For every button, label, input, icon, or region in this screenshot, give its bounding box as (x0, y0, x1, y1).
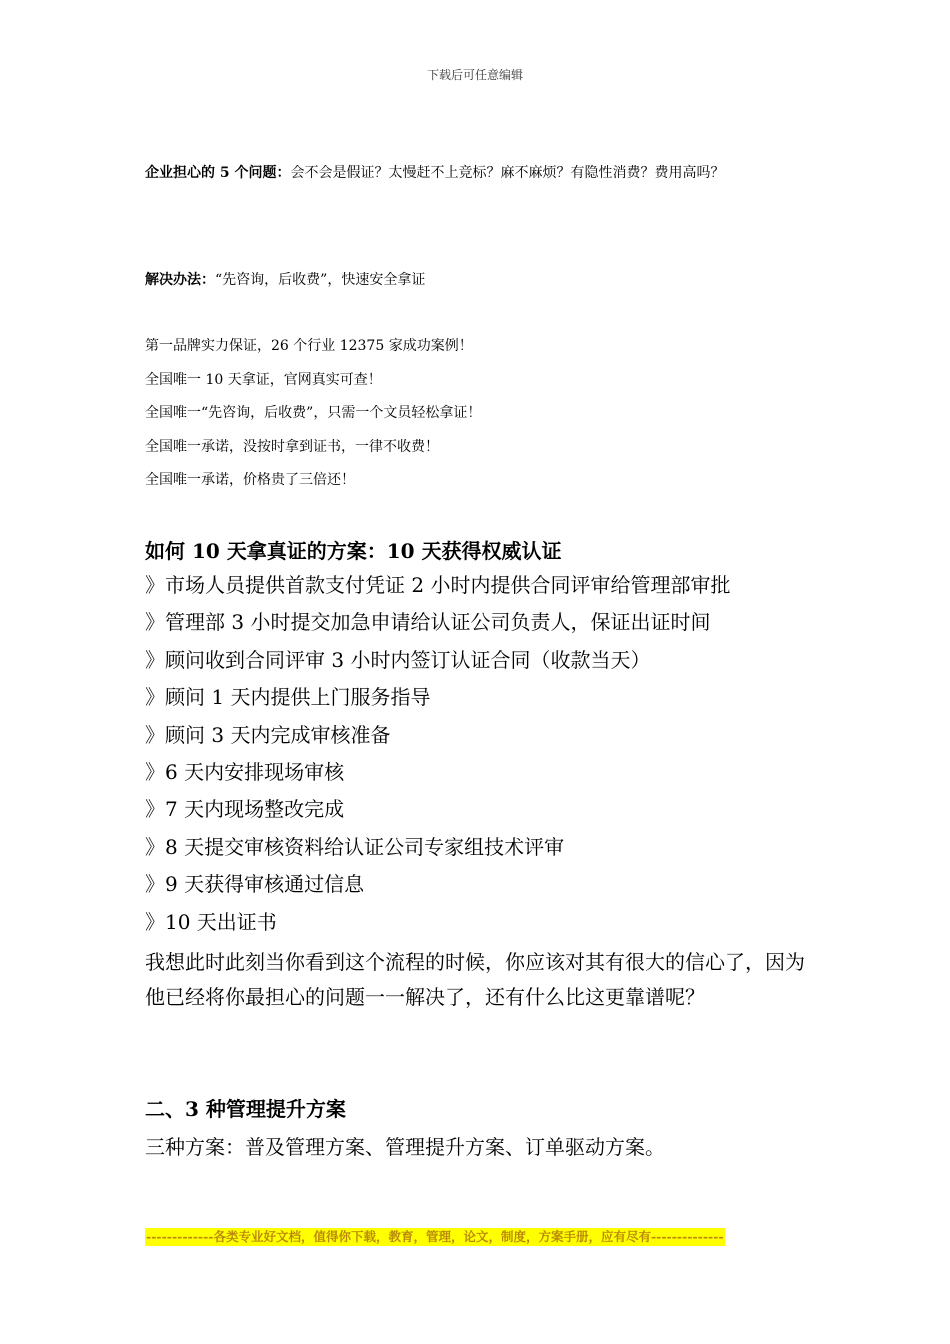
section-heading: 二、3 种管理提升方案 (145, 1097, 346, 1121)
solution-label: 解决办法： (145, 272, 215, 288)
step-item: 》7 天内现场整改完成 (145, 797, 345, 822)
step-item: 》8 天提交审核资料给认证公司专家组技术评审 (145, 834, 565, 859)
step-item: 》顾问 1 天内提供上门服务指导 (145, 685, 431, 710)
selling-point: 第一品牌实力保证，26 个行业 12375 家成功案例！ (145, 338, 473, 354)
solution-text: “先咨询，后收费”，快速安全拿证 (215, 272, 426, 288)
section-body: 三种方案：普及管理方案、管理提升方案、订单驱动方案。 (145, 1135, 665, 1159)
step-item: 》管理部 3 小时提交加急申请给认证公司负责人，保证出证时间 (145, 610, 711, 635)
selling-point: 全国唯一承诺，价格贵了三倍还！ (145, 472, 355, 488)
steps-list (145, 567, 810, 941)
step-item: 》顾问 3 天内完成审核准备 (145, 722, 391, 747)
step-item: 》9 天获得审核通过信息 (145, 872, 365, 897)
step-item: 》10 天出证书 (145, 909, 277, 934)
step-item: 》6 天内安排现场审核 (145, 760, 345, 785)
section-heading: 如何 10 天拿真证的方案：10 天获得权威认证 (145, 539, 562, 563)
section-management-plans (145, 1093, 810, 1165)
page-header: 下载后可任意编辑 (426, 68, 523, 82)
worries-paragraph (145, 155, 810, 192)
section-ten-day-plan (145, 535, 810, 1015)
worries-text: 会不会是假证？太慢赶不上竞标？麻不麻烦？有隐性消费？费用高吗？ (290, 165, 725, 181)
selling-point: 全国唯一“先咨询，后收费”，只需一个文员轻松拿证！ (145, 405, 482, 421)
selling-point: 全国唯一 10 天拿证，官网真实可查！ (145, 371, 382, 388)
selling-point: 全国唯一承诺，没按时拿到证书，一律不收费！ (145, 438, 439, 455)
step-item: 》顾问收到合同评审 3 小时内签订认证合同（收款当天） (145, 647, 651, 672)
worries-label: 企业担心的 5 个问题： (145, 165, 291, 181)
step-item: 》市场人员提供首款支付凭证 2 小时内提供合同评审给管理部审批 (145, 573, 731, 597)
closing-paragraph: 我想此时此刻当你看到这个流程的时候，你应该对其有很大的信心了，因为他已经将你最担心的问题一一解决了，还有什么比这更靠谱呢？ (145, 950, 805, 1010)
solution-paragraph (145, 262, 810, 299)
selling-points-list (145, 330, 810, 498)
footer-banner: -------------各类专业好文档，值得你下载，教育，管理，论文，制度，方案手册，应有尽有-------------- (146, 1229, 724, 1244)
